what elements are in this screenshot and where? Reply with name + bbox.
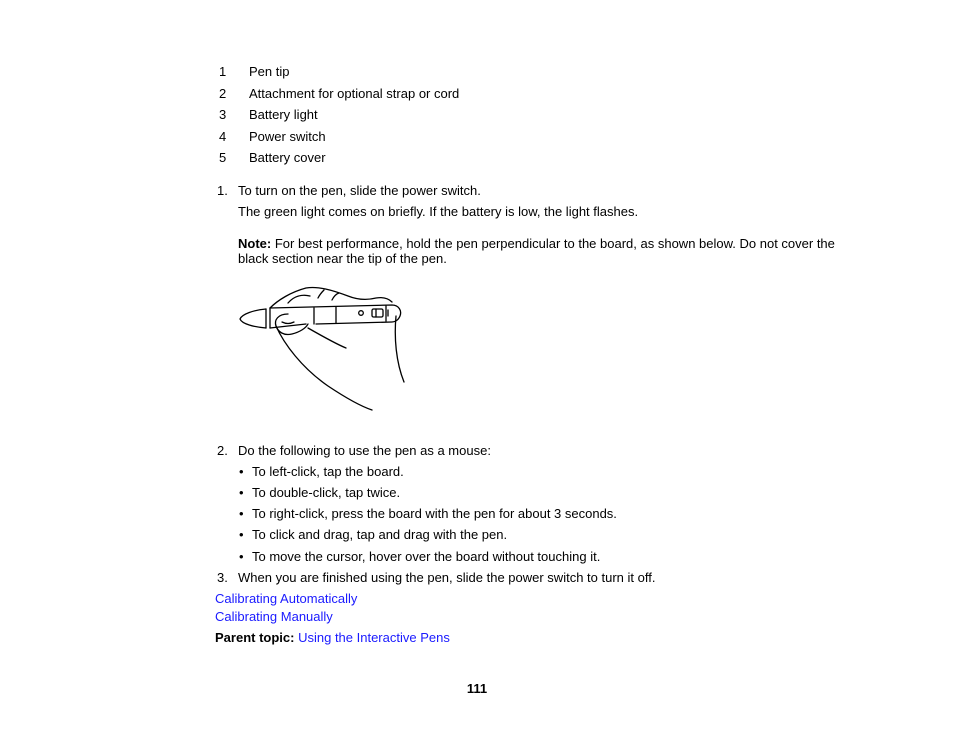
step-number: 3.: [217, 570, 228, 585]
legend-label: Battery light: [249, 107, 318, 122]
step-text: Do the following to use the pen as a mouse:: [238, 443, 491, 458]
page-number: 111: [466, 681, 488, 696]
bullet-marker: •: [239, 506, 244, 521]
list-item: To click and drag, tap and drag with the pen.: [252, 527, 508, 542]
step-number: 2.: [217, 443, 228, 458]
list-item: To move the cursor, hover over the board without touching it.: [252, 549, 601, 564]
list-item: To double-click, tap twice.: [252, 485, 401, 500]
link-calibrating-automatically[interactable]: Calibrating Automatically: [215, 591, 358, 606]
bullet-marker: •: [239, 485, 244, 500]
step-text: To turn on the pen, slide the power switch.: [238, 183, 481, 198]
bullet-marker: •: [239, 527, 244, 542]
step-text: When you are finished using the pen, slide the power switch to turn it off.: [238, 570, 656, 585]
legend-number: 3: [219, 107, 227, 122]
pen-hand-illustration: [236, 278, 416, 414]
parent-topic: [215, 630, 450, 645]
legend-label: Attachment for optional strap or cord: [249, 86, 460, 101]
step-number: 1.: [217, 183, 228, 198]
link-calibrating-manually[interactable]: Calibrating Manually: [215, 609, 333, 624]
note-paragraph: [238, 236, 838, 266]
step-detail: The green light comes on briefly. If the battery is low, the light flashes.: [238, 204, 639, 219]
legend-number: 4: [219, 129, 227, 144]
legend-number: 1: [219, 64, 227, 79]
list-item: To left-click, tap the board.: [252, 464, 404, 479]
legend-number: 2: [219, 86, 227, 101]
legend-number: 5: [219, 150, 227, 165]
bullet-marker: •: [239, 464, 244, 479]
parent-topic-label: Parent topic:: [215, 630, 295, 645]
legend-label: Pen tip: [249, 64, 290, 79]
note-text: For best performance, hold the pen perpendicular to the board, as shown below. Do not cover the black section near the tip of the pen.: [238, 236, 835, 266]
note-label: Note:: [238, 236, 272, 251]
list-item: To right-click, press the board with the pen for about 3 seconds.: [252, 506, 617, 521]
bullet-marker: •: [239, 549, 244, 564]
legend-label: Power switch: [249, 129, 326, 144]
legend-label: Battery cover: [249, 150, 326, 165]
link-using-interactive-pens[interactable]: Using the Interactive Pens: [298, 630, 450, 645]
